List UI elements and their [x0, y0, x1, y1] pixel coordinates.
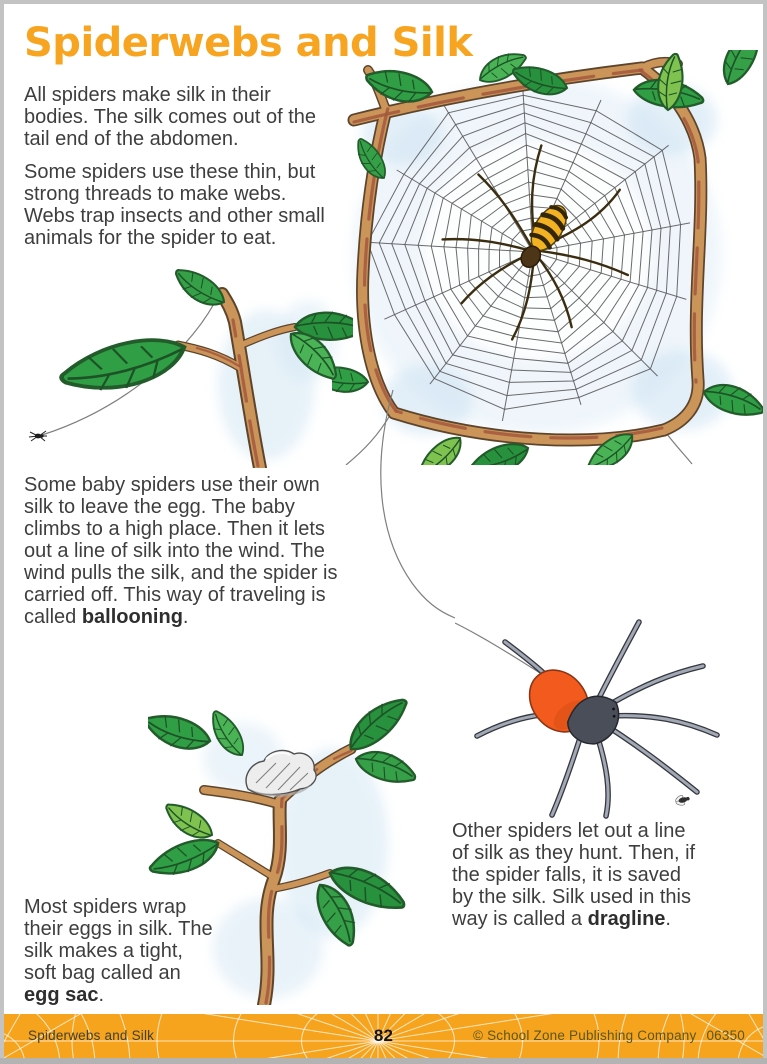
baby-spider [29, 431, 47, 441]
page-number: 82 [373, 1026, 394, 1045]
text-line: way is called a dragline. [452, 908, 671, 930]
page-edge [0, 0, 4, 1064]
text-line: Other spiders let out a line [452, 820, 686, 842]
page-title: Spiderwebs and Silk [24, 20, 473, 66]
page-edge [0, 1058, 767, 1064]
text-line: climbs to a high place. Then it lets [24, 518, 325, 540]
text-line: of silk as they hunt. Then, if [452, 842, 696, 864]
dragline-thread [455, 623, 540, 673]
text-line: wind pulls the silk, and the spider is [24, 562, 338, 584]
text-line: tail end of the abdomen. [24, 128, 239, 150]
fly [674, 792, 692, 808]
text-line: Some spiders use these thin, but [24, 161, 316, 183]
product-code: 06350 [706, 1028, 745, 1043]
text-line: out a line of silk into the wind. The [24, 540, 325, 562]
text-line: strong threads to make webs. [24, 183, 287, 205]
key-term-ballooning: ballooning [81, 606, 183, 628]
text-line: by the silk. Silk used in this [452, 886, 691, 908]
footer-band [0, 1014, 767, 1058]
hunting-spider [477, 622, 717, 816]
key-term-dragline: dragline [587, 908, 666, 930]
paragraph-dragline [452, 820, 695, 930]
key-term-egg-sac: egg sac [24, 984, 99, 1006]
text-line: soft bag called an [24, 962, 181, 984]
text-line: their eggs in silk. The [24, 918, 213, 940]
footer-chapter-title: Spiderwebs and Silk [28, 1028, 155, 1043]
dragline-silk-curve [330, 385, 470, 630]
text-line: the spider falls, it is saved [452, 864, 681, 886]
text-line: bodies. The silk comes out of the [24, 106, 317, 128]
footer-copyright: © School Zone Publishing Company 06350 [472, 1028, 745, 1043]
text-line: called ballooning. [24, 606, 189, 628]
ballooning-branch-illustration [8, 250, 353, 468]
text-line: egg sac. [24, 984, 105, 1006]
text-line: All spiders make silk in their [24, 84, 271, 106]
paragraph-ballooning [24, 474, 338, 628]
text-line: silk to leave the egg. The baby [24, 496, 295, 518]
text-line: carried off. This way of traveling is [24, 584, 326, 606]
paragraph-egg-sac [24, 896, 213, 1006]
text-line: animals for the spider to eat. [24, 227, 277, 249]
page-edge [763, 0, 767, 1064]
text-line: Webs trap insects and other small [24, 205, 325, 227]
text-line: Some baby spiders use their own [24, 474, 320, 496]
page-edge [0, 0, 767, 4]
dragline-spider-illustration [455, 602, 760, 832]
text-line: silk makes a tight, [24, 940, 183, 962]
paragraph-webs [24, 161, 325, 249]
paragraph-intro [24, 84, 316, 150]
text-line: Most spiders wrap [24, 896, 187, 918]
